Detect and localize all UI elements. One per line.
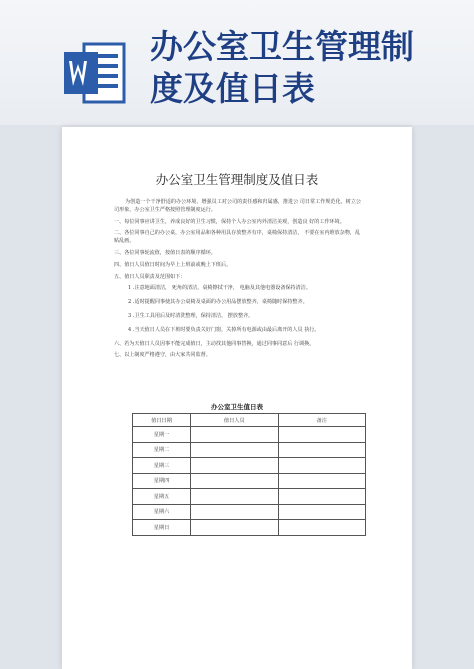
table-row (133, 520, 366, 536)
paragraph-rule-1: 一、每位同事应讲卫生，养成良好的卫生习惯，保持个人办公室内外清洁美观，创造良 好的工作环境。 (114, 218, 345, 225)
row-note (278, 473, 366, 489)
document-page (62, 127, 412, 669)
row-person (191, 489, 278, 505)
row-person (191, 442, 278, 458)
table-header-row (133, 414, 366, 427)
document-body (114, 199, 364, 364)
banner-title-line1: 办公室卫生管理制 (150, 27, 414, 66)
row-note (278, 520, 366, 536)
banner-title-line2: 度及值日表 (150, 69, 315, 108)
paragraph-rule-2: 二、各位同事自己的办公桌，办公室用品和各种用具存放整齐有序，桌椅保持清洁， 不要在室内堆放杂物，乱贴乱画。 (114, 230, 361, 245)
paragraph-rule-6: 六、若为天值日人员因事不能完成值日，主动找其他同事替换，通过同事同意后 行调换。 (114, 340, 315, 347)
table-row (133, 427, 366, 443)
row-note (278, 427, 366, 443)
row-day: 星期一 (133, 427, 191, 443)
duty-table-title: 办公室卫生值日表 (211, 403, 263, 411)
row-day: 星期二 (133, 442, 191, 458)
table-row (133, 442, 366, 458)
row-person (191, 520, 278, 536)
row-person (191, 458, 278, 474)
table-row (133, 504, 366, 520)
row-note (278, 442, 366, 458)
word-document-icon (62, 40, 128, 106)
row-day: 星期四 (133, 473, 191, 489)
row-note (278, 504, 366, 520)
table-row (133, 458, 366, 474)
duty-table (132, 413, 366, 536)
duty-item-1: 1 .注意地面清洁， 死角的清洁，桌椅擦拭干净， 电脑及其他电器设备保持清洁。 (128, 285, 311, 292)
duty-item-4: 4 .当天值日人员在下班时要负责关好门窗，关掉所有电源或由最后离开的人员 执行。 (128, 326, 320, 333)
row-day: 星期六 (133, 504, 191, 520)
table-row (133, 489, 366, 505)
row-person (191, 473, 278, 489)
row-note (278, 458, 366, 474)
header-note: 备注 (278, 414, 366, 427)
duty-item-2: 2 .适时提醒同事使其办公桌椅及桌面的办公用品摆放整齐，桌椅随时保持整齐。 (128, 299, 308, 306)
header-person: 值日人员 (191, 414, 278, 427)
table-row (133, 473, 366, 489)
paragraph-rule-7: 七、以上制度严格遵守，由大家共同监督。 (114, 352, 211, 359)
paragraph-rule-3: 三、各位同事轮流值，按值日表的顺序循环。 (114, 249, 216, 256)
paragraph-rule-5: 五、值日人员职责及范围如下： (114, 273, 186, 280)
paragraph-intro: 为创造一个干净舒适的办公环境，增强员工对公司的责任感和归属感，推进公 司日常工作规范化，树立公司形象，办公室卫生严格按照管理制度运行。 (114, 199, 361, 213)
row-note (278, 489, 366, 505)
row-person (191, 504, 278, 520)
banner-title (150, 26, 470, 110)
row-day: 星期五 (133, 489, 191, 505)
duty-item-3: 3 .卫生工具用后及时清洗整理，保持清洁， 摆放整齐。 (128, 312, 254, 319)
document-title: 办公室卫生管理制度及值日表 (155, 172, 319, 187)
row-day: 星期日 (133, 520, 191, 536)
row-person (191, 427, 278, 443)
paragraph-rule-4: 四、值日人员值日时间为早上上班前或晚上下班后。 (114, 261, 232, 268)
row-day: 星期三 (133, 458, 191, 474)
header-date: 值日日期 (133, 414, 191, 427)
